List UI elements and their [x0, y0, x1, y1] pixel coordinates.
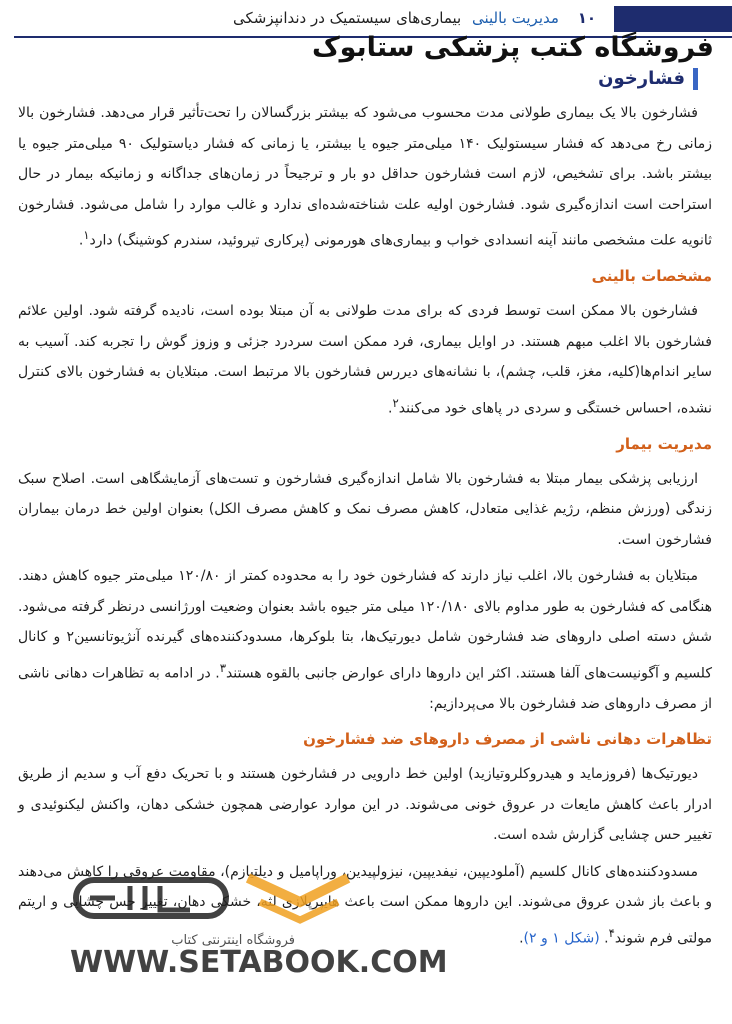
paragraph-calcium-blockers: مسدودکننده‌های کانال کلسیم (آملودیپین، نیفدیپین، نیزولپیدین، وراپامیل و دیلتیازم)، مقاومت عروقی را کاهش می‌دهند و باعث باز شدن عروق می‌شوند. این داروها ممکن است باعث هایپرپلازی لثه، خشکی دهان، تغییر حس چشایی و اریتم مولتی فرم شوند$^۴$. (شکل ۱ و ۲). — [18, 863, 712, 947]
header-accent-bar — [614, 6, 732, 32]
section-title-hypertension: فشارخون — [598, 68, 698, 90]
running-header — [233, 9, 596, 27]
citation: ۱ — [83, 228, 90, 242]
citation: ۳ — [219, 660, 226, 675]
running-title: بیماری‌های سیستمیک در دندانپزشکی — [232, 9, 462, 27]
paragraph-diuretics: دیورتیک‌ها (فروزماید و هیدروکلروتیازید) اولین خط دارویی در فشارخون هستند و با تحریک دفع آب و سدیم از طریق ادرار باعث کاهش مایعات در عروق خونی می‌شوند. در این موارد عوارضی همچون خشکی دهان، واکنش لیکنوئیدی و تغییر حس چشایی گزارش شده است. — [18, 766, 712, 844]
page-header — [0, 6, 732, 32]
store-title: فروشگاه کتب پزشکی ستابوک — [311, 32, 714, 63]
setabook-watermark-logo — [70, 872, 448, 982]
heading-oral-manifestations: تظاهرات دهانی ناشی از مصرف داروهای ضد فشارخون — [303, 730, 712, 749]
paragraph-intro: فشارخون بالا یک بیماری طولانی مدت محسوب می‌شود که بیشتر بزرگسالان را تحت‌تأثیر قرار می‌دهد. فشارخون بالا زمانی رخ می‌دهد که فشار سیستولیک ۱۴۰ میلی‌متر جیوه یا بیشتر، یا زمانی که فشار دیاستولیک ۹۰ میلی‌متر جیوه یا بیشتر باشد. برای تشخیص، لازم است فشارخون حداقل دو بار و ترجیحاً در زمان‌های جداگانه و زمانیکه بیمار در حال استراحت است اندازه‌گیری شود. فشارخون اولیه علت شناخته‌شده‌ای ندارد و غالب موارد را شامل می‌شود. فشارخون ثانویه علت مشخصی مانند آپنه انسدادی خواب و بیماری‌های هورمونی (پرکاری تیروئید، سندرم کوشینگ) دارد$^۱$. — [18, 105, 712, 249]
page-number: ۱۰ — [577, 9, 596, 27]
paragraph-management-1: ارزیابی پزشکی بیمار مبتلا به فشارخون بالا شامل اندازه‌گیری فشارخون و تست‌های آزمایشگاهی است. اصلاح سبک زندگی (ورزش منظم، رژیم غذایی متعادل، کاهش مصرف نمک و کاهش مصرف الکل) بعنوان اولین خط درمان بیماران فشارخون است. — [18, 470, 712, 548]
article-body — [18, 98, 712, 960]
setabook-mark-icon — [76, 878, 348, 920]
heading-clinical-features: مشخصات بالینی — [591, 267, 712, 286]
paragraph-management-2: مبتلایان به فشارخون بالا، اغلب نیاز دارند که فشارخون خود را به محدوده کمتر از ۱۲۰/۸۰ میلی‌متر جیوه کاهش دهند. هنگامی که فشارخون به طور مداوم بالای ۱۲۰/۱۸۰ میلی متر جیوه باشد بعنوان وضعیت اورژانسی درنظر گرفته می‌شود. شش دسته اصلی داروهای ضد فشارخون شامل دیورتیک‌ها، بتا بلوکرها، مسدودکننده‌های گیرنده آنژیوتانسین۲ و کانال کلسیم و آگونیست‌های آلفا هستند. اکثر این داروها دارای عوارض جانبی بالقوه هستند$^۳$. در ادامه به تظاهرات دهانی ناشی از مصرف داروهای ضد فشارخون بالا می‌پردازیم: — [18, 568, 712, 712]
citation: ۲ — [392, 395, 399, 410]
watermark-url[interactable]: WWW.SETABOOK.COM — [70, 945, 448, 980]
figure-reference-link[interactable]: (شکل ۱ و ۲) — [523, 930, 600, 947]
heading-patient-management: مدیریت بیمار — [616, 434, 712, 453]
running-section: مدیریت بالینی — [472, 9, 559, 27]
logo-subtitle: فروشگاه اینترنتی کتاب — [171, 933, 295, 948]
citation: ۴ — [608, 925, 615, 940]
paragraph-clinical: فشارخون بالا ممکن است توسط فردی که برای مدت طولانی به آن مبتلا بوده است، نادیده گرفته شود. اولین علائم فشارخون بالا اغلب مبهم هستند. در اوایل بیماری، فرد ممکن است سردرد جزئی و وزوز گوش را تجربه کند. آسیب به سایر اندام‌ها(کلیه، مغز، قلب، چشم)، با نشانه‌های دیررس فشارخون بالا مرتبط است. مبتلایان به فشارخون بالای کنترل نشده، احساس خستگی و سردی در پاهای خود می‌کنند$^۲$. — [18, 303, 712, 417]
